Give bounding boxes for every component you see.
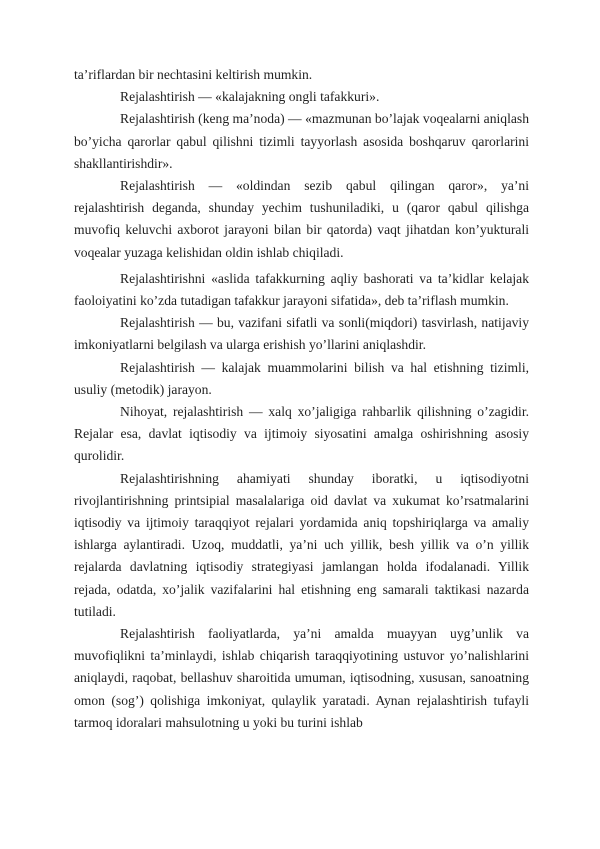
paragraph-6: Rejalashtirish — bu, vazifani sifatli va sonli(miqdori) tasvirlash, natijaviy imkoniyatlarni belgilash va ularga erishish yo’llarini aniqlashdir. xyxy=(74,315,529,353)
paragraph-1: ta’riflardan bir nechtasini keltirish mumkin. xyxy=(74,67,313,82)
paragraph-9: Rejalashtirishning ahamiyati shunday iboratki, u iqtisodiyotni rivojlantirishning printsipial masalalariga oid davlat va xukumat ko’rsatmalarini iqtisodiy va ijtimoiy taraqqiyot rejalari yordamida aniq topshiriqlarga va amaliy ishlarga aylantiradi. Uzoq, muddatli, ya’ni uch yillik, besh yillik va o’n yillik rejalarda davlatning iqtisodiy strategiyasi jamlangan holda ifodalanadi. Yillik rejada, odatda, xo’jalik vazifalarini hal etishning eng samarali taktikasi nazarda tutiladi. xyxy=(74,470,529,619)
paragraph-4: Rejalashtirish — «oldindan sezib qabul qilingan qaror», ya’ni rejalashtirish deganda, shunday yechim tushuniladiki, u (qaror qabul qilishga muvofiq keluvchi axborot jarayoni bilan bir qatorda) vaqt jihatdan kon’yukturali voqealar yuzaga kelishidan oldin ishlab chiqiladi. xyxy=(74,178,529,260)
paragraph-8: Nihoyat, rejalashtirish — xalq xo’jaligiga rahbarlik qilishning o’zagidir. Rejalar esa, davlat iqtisodiy va ijtimoiy siyosatini amalga oshirishning asosiy qurolidir. xyxy=(74,404,529,464)
paragraph-5: Rejalashtirishni «aslida tafakkurning aqliy bashorati va ta’kidlar kelajak faoloiyatini ko’zda tutadigan tafakkur jarayoni sifatida», deb ta’riflash mumkin. xyxy=(74,270,529,309)
paragraph-7: Rejalashtirish — kalajak muammolarini bilish va hal etishning tizimli, usuliy (metodik) jarayon. xyxy=(74,359,529,397)
paragraph-2: Rejalashtirish — «kalajakning ongli tafakkuri». xyxy=(120,89,380,105)
paragraph-3: Rejalashtirish (keng ma’noda) — «mazmunan bo’lajak voqealarni aniqlash bo’yicha qarorlar qabul qilishni tizimli tayyorlash asosida boshqaruv qarorlarini shakllantirishdir». xyxy=(74,111,529,171)
paragraph-10: Rejalashtirish faoliyatlarda, ya’ni amalda muayyan uyg’unlik va muvofiqlikni ta’minlaydi, ishlab chiqarish taraqqiyotining ustuvor yo’nalishlarini aniqlaydi, raqobat, bellashuv sharoitida umuman, iqtisodning, xususan, sanoatning omon (sog’) qolishiga imkoniyat, qulaylik yaratadi. Aynan rejalashtirish tufayli tarmoq idoralari mahsulotning u yoki bu turini ishlab xyxy=(74,626,529,730)
document-page xyxy=(74,64,529,734)
